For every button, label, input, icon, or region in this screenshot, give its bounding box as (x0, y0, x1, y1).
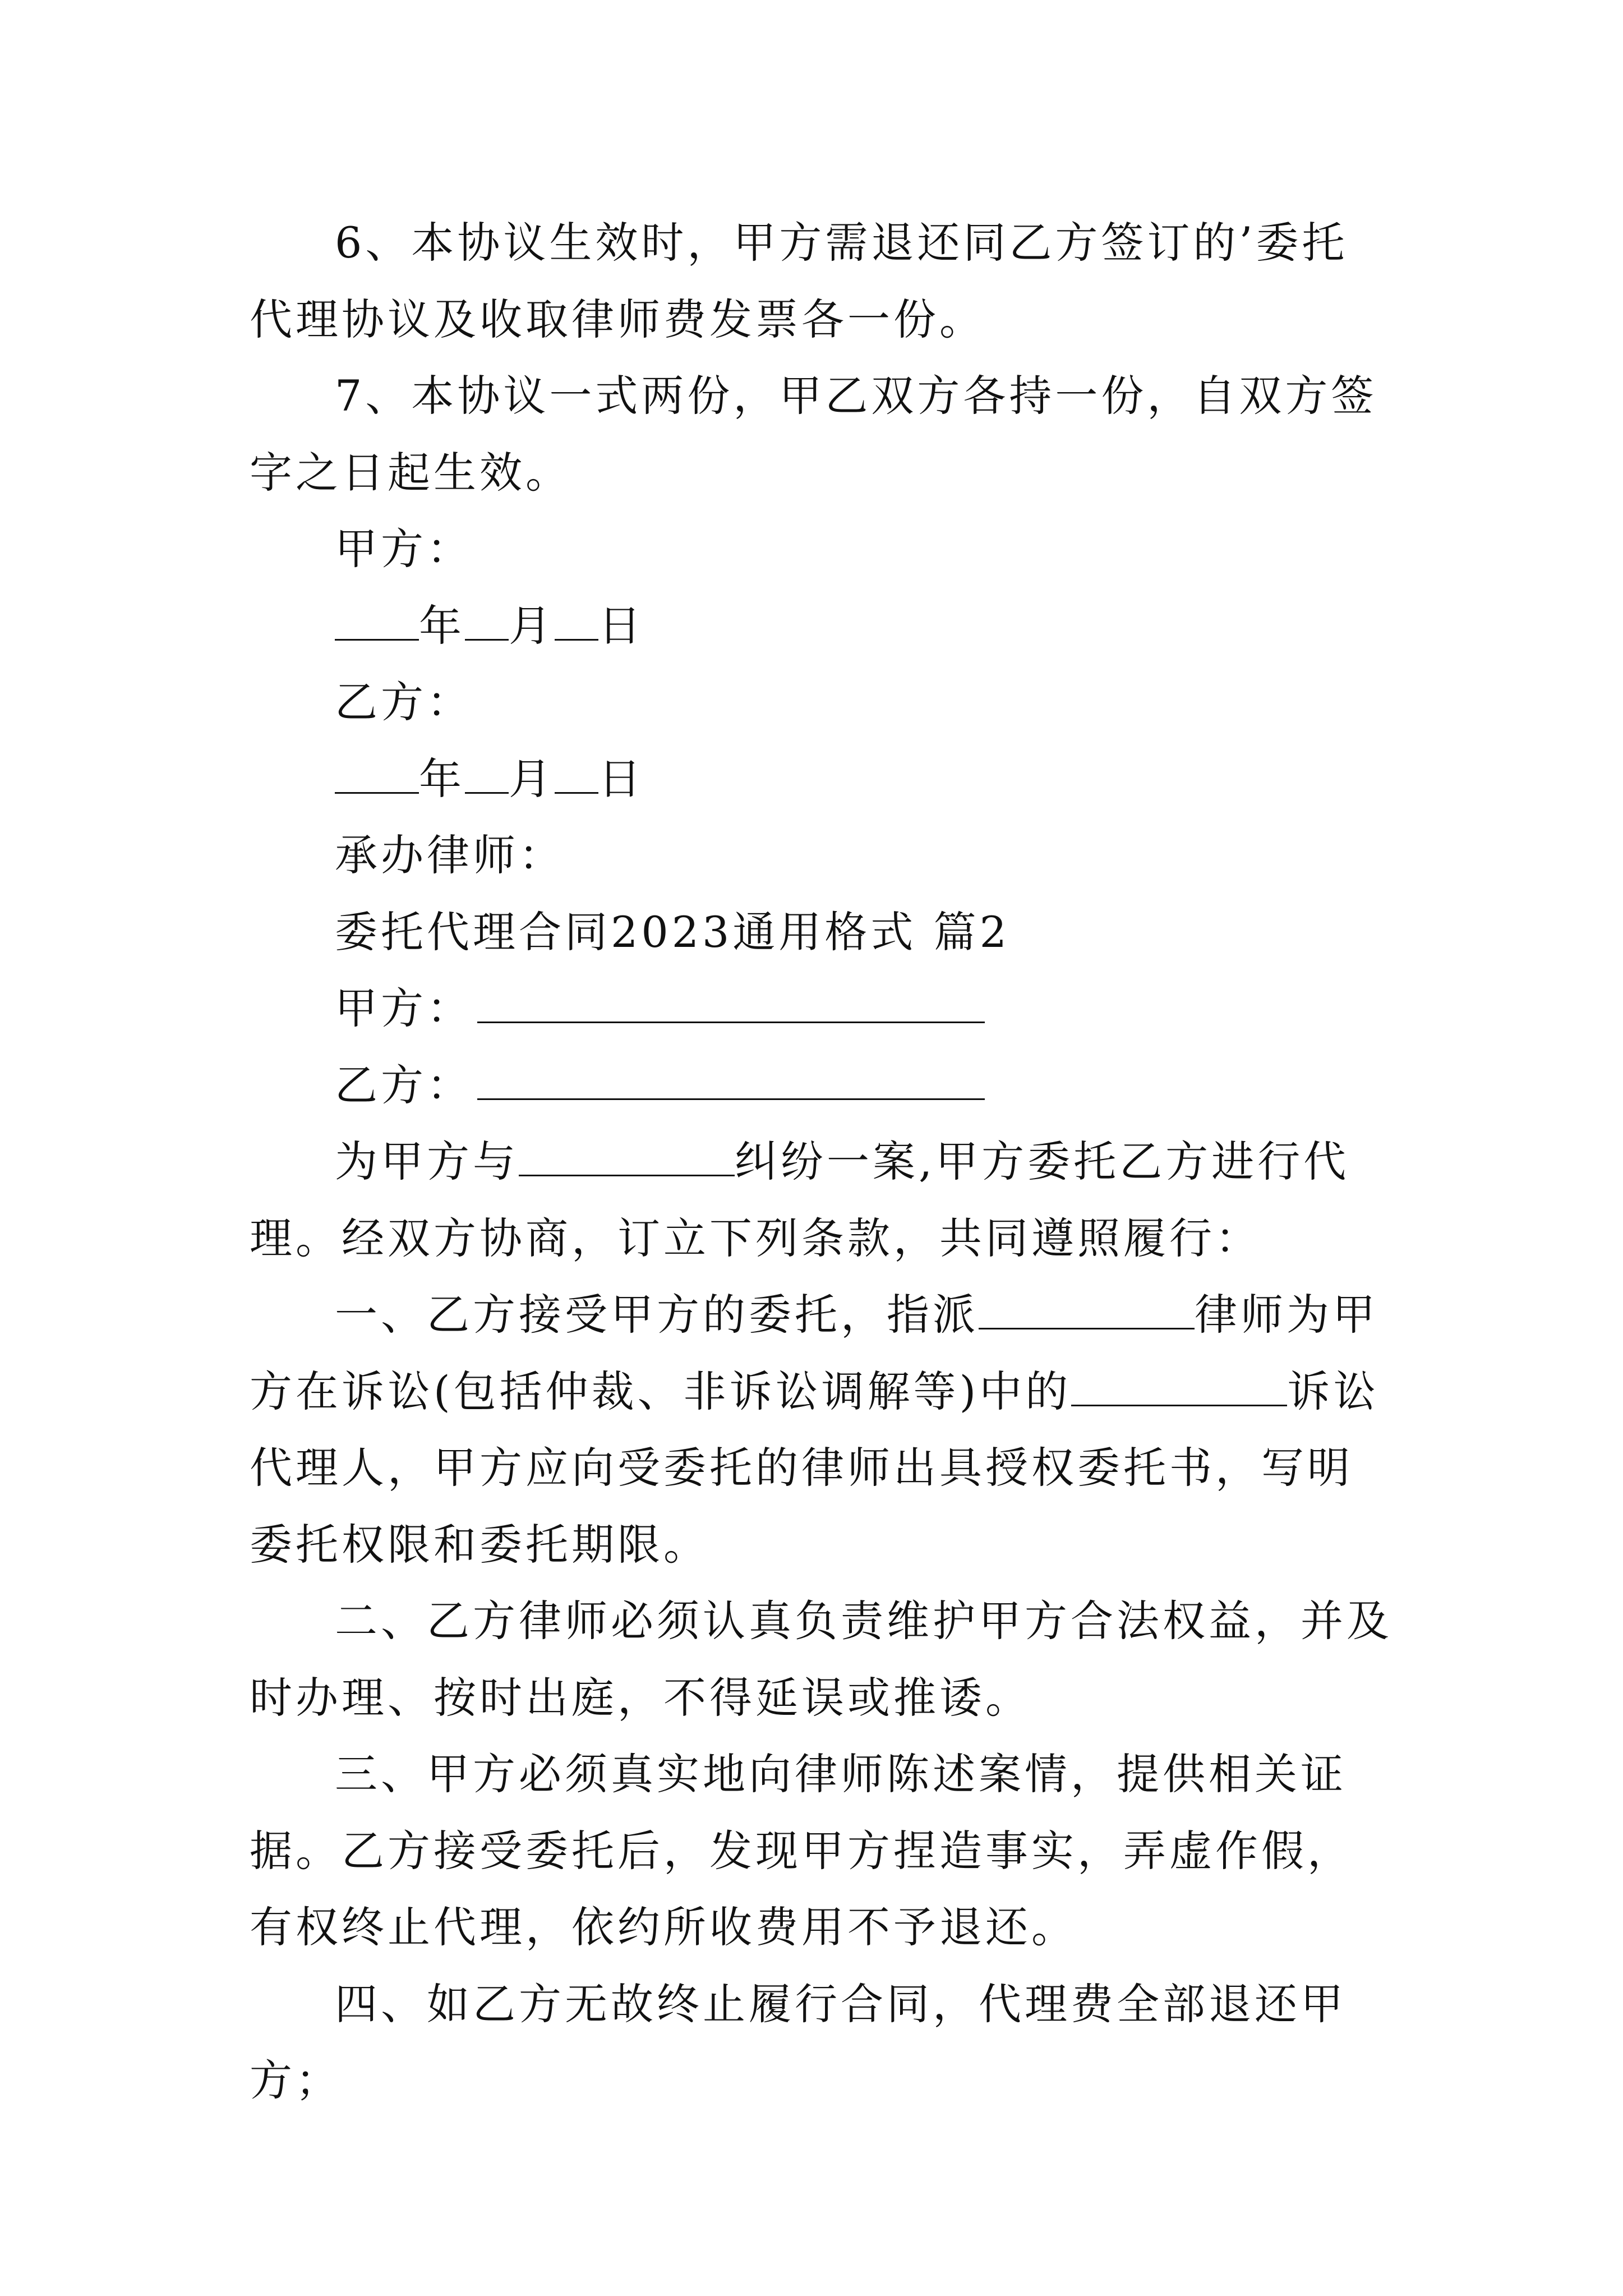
agent-type-blank (1071, 1370, 1287, 1406)
month-label: 月 (509, 753, 555, 804)
party-b-date-line (250, 741, 1394, 818)
dispute-blank (519, 1140, 735, 1176)
party-b-signature-line (250, 664, 1394, 741)
year-blank (335, 757, 419, 794)
paragraph-clause-three: 三、甲方必须真实地向律师陈述案情，提供相关证据。乙方接受委托后，发现甲方捏造事实，弄虚作假，有权终止代理，依约所收费用不予退还。 (250, 1749, 1353, 1952)
year-label: 年 (419, 600, 465, 651)
lawyer-label: 承办律师： (335, 830, 565, 880)
year-blank (335, 604, 419, 641)
day-blank (555, 757, 598, 794)
lawyer-signature-line (250, 817, 1394, 894)
month-label: 月 (509, 600, 555, 651)
contract-party-b-line (250, 1047, 1394, 1124)
year-label: 年 (419, 753, 465, 804)
paragraph-clause-four: 四、如乙方无故终止履行合同，代理费全部退还甲方； (250, 1978, 1347, 2105)
month-blank (465, 757, 509, 794)
contract-party-a-line (250, 970, 1394, 1047)
party-b-name-blank (477, 1064, 985, 1100)
paragraph-intro (250, 1124, 1394, 1277)
day-blank (555, 604, 598, 641)
section-title: 委托代理合同2023通用格式 篇2 (335, 907, 1010, 957)
lawyer-name-blank (979, 1293, 1195, 1329)
party-a-date-line (250, 588, 1394, 665)
document-body (250, 205, 1394, 2119)
clause1-text-2: 律师为甲方在诉讼(包括仲裁、非诉讼调解等)中的 (250, 1290, 1378, 1416)
paragraph-clause-6: 6、本协议生效时，甲方需退还同乙方签订的’委托代理协议及收取律师费发票各一份。 (250, 218, 1348, 344)
paragraph-clause-7: 7、本协议一式两份，甲乙双方各持一份，自双方签字之日起生效。 (250, 371, 1377, 498)
party-a-name-blank (477, 987, 985, 1023)
party-b-label: 乙方： (335, 677, 473, 727)
day-label: 日 (598, 753, 644, 804)
contract-party-b-label: 乙方： (335, 1060, 473, 1110)
clause1-text-3: 诉讼代理人，甲方应向受委托的律师出具授权委托书，写明委托权限和委托期限。 (250, 1366, 1380, 1570)
contract-party-a-label: 甲方： (335, 983, 473, 1033)
clause1-text-1: 一、乙方接受甲方的委托，指派 (335, 1290, 979, 1340)
intro-text-2: 纠纷一案,甲方委托乙方进行代理。经双方协商，订立下列条款，共同遵照履行： (250, 1137, 1350, 1263)
month-blank (465, 604, 509, 641)
party-a-label: 甲方： (335, 524, 473, 574)
day-label: 日 (598, 600, 644, 651)
intro-text-1: 为甲方与 (335, 1137, 519, 1186)
paragraph-clause-one (250, 1277, 1394, 1583)
party-a-signature-line (250, 511, 1394, 588)
paragraph-clause-two: 二、乙方律师必须认真负责维护甲方合法权益，并及时办理、按时出庭，不得延误或推诿。 (250, 1596, 1393, 1723)
